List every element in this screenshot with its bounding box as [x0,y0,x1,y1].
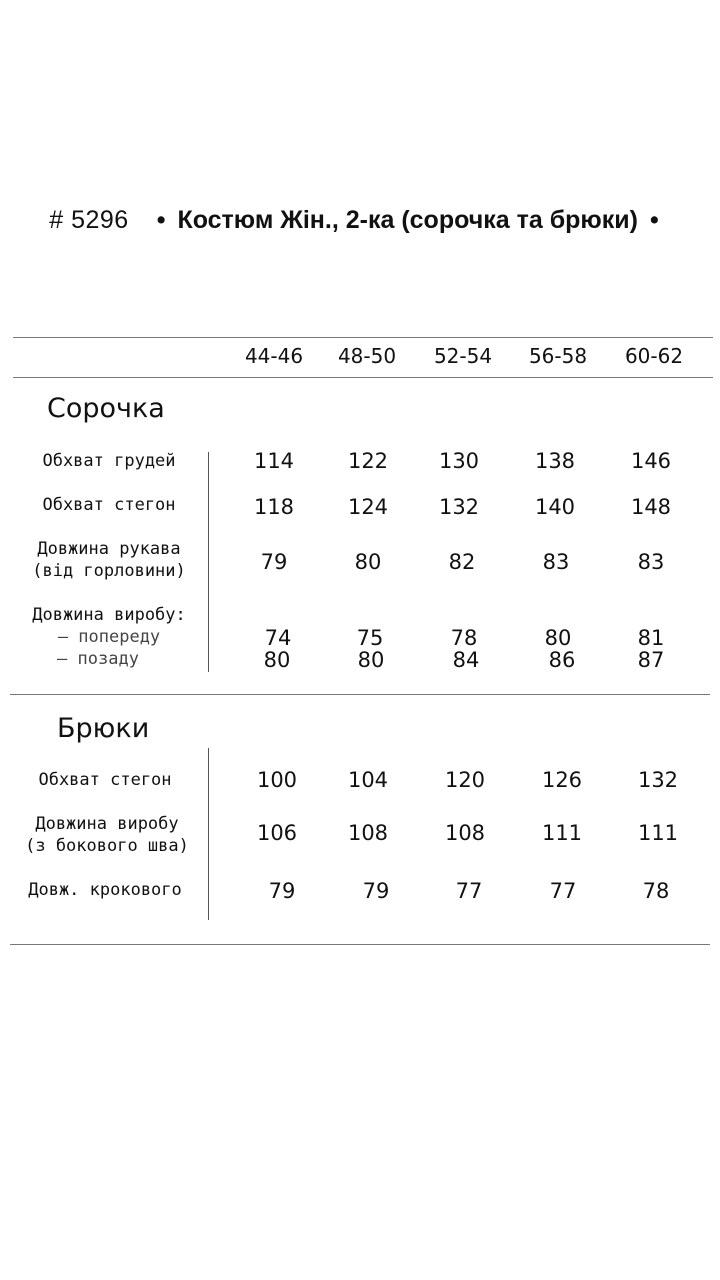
pants-length-value: 111 [637,821,679,845]
shirt-length-front-value: 78 [450,626,478,650]
table-top-border [13,337,713,338]
shirt-sleeve-value: 83 [542,550,570,574]
pants-length-value: 108 [347,821,389,845]
shirt-sleeve-value: 79 [260,550,288,574]
pants-inseam-value: 77 [549,879,577,903]
bullet-separator: • [156,205,166,234]
shirt-chest-value: 122 [347,449,389,473]
shirt-length-front-label: – попереду [57,627,161,647]
pants-hips-label: Обхват стегон [38,770,172,790]
shirt-length-back-label: – позаду [57,649,139,669]
shirt-hips-value: 140 [534,495,576,519]
shirt-length-back-value: 87 [637,648,665,672]
pants-hips-value: 120 [444,768,486,792]
pants-column-divider [208,748,209,920]
shirt-chest-value: 138 [534,449,576,473]
shirt-length-back-value: 84 [452,648,480,672]
shirt-sleeve-label-line2: (від горловини) [32,561,186,581]
shirt-length-label [10,604,208,670]
product-code: # 5296 [49,205,129,234]
page-title [0,198,720,242]
shirt-hips-label: Обхват стегон [42,495,176,515]
size-header: 44-46 [244,344,304,368]
shirt-length-front-value: 80 [544,626,572,650]
shirt-length-front-value: 81 [637,626,665,650]
shirt-length-label-line1: Довжина виробу: [32,605,186,625]
shirt-hips-value: 124 [347,495,389,519]
pants-length-value: 111 [541,821,583,845]
pants-length-label [8,813,206,857]
shirt-sleeve-value: 83 [637,550,665,574]
product-name: Костюм Жін., 2-ка (сорочка та брюки) [177,205,638,234]
size-header: 56-58 [528,344,588,368]
pants-length-label-line1: Довжина виробу [35,814,179,834]
pants-inseam-value: 79 [268,879,296,903]
shirt-sleeve-value: 80 [354,550,382,574]
shirt-chest-value: 146 [630,449,672,473]
shirt-sleeve-value: 82 [448,550,476,574]
pants-hips-value: 104 [347,768,389,792]
shirt-section-border [10,694,710,695]
shirt-length-front-value: 75 [356,626,384,650]
pants-length-value: 108 [444,821,486,845]
shirt-chest-value: 130 [438,449,480,473]
shirt-sleeve-label-line1: Довжина рукава [37,539,181,559]
shirt-length-back-value: 86 [548,648,576,672]
shirt-hips-value: 118 [253,495,295,519]
shirt-sleeve-label [10,538,208,582]
shirt-chest-label: Обхват грудей [42,451,176,471]
pants-length-label-line2: (з бокового шва) [25,836,189,856]
pants-hips-value: 132 [637,768,679,792]
shirt-section-title: Сорочка [47,393,165,424]
shirt-length-back-value: 80 [263,648,291,672]
shirt-length-back-value: 80 [357,648,385,672]
shirt-chest-value: 114 [253,449,295,473]
shirt-hips-value: 132 [438,495,480,519]
pants-inseam-label: Довж. крокового [28,880,182,900]
pants-section-title: Брюки [57,713,150,744]
pants-length-value: 106 [256,821,298,845]
header-bottom-border [13,377,713,378]
table-bottom-border [10,944,710,945]
size-header: 52-54 [433,344,493,368]
pants-inseam-value: 79 [362,879,390,903]
bullet-separator-end: • [650,205,659,234]
shirt-length-front-value: 74 [264,626,292,650]
shirt-column-divider [208,452,209,672]
pants-inseam-value: 78 [642,879,670,903]
shirt-hips-value: 148 [630,495,672,519]
size-header: 48-50 [337,344,397,368]
pants-hips-value: 126 [541,768,583,792]
pants-inseam-value: 77 [455,879,483,903]
size-header: 60-62 [624,344,684,368]
pants-hips-value: 100 [256,768,298,792]
